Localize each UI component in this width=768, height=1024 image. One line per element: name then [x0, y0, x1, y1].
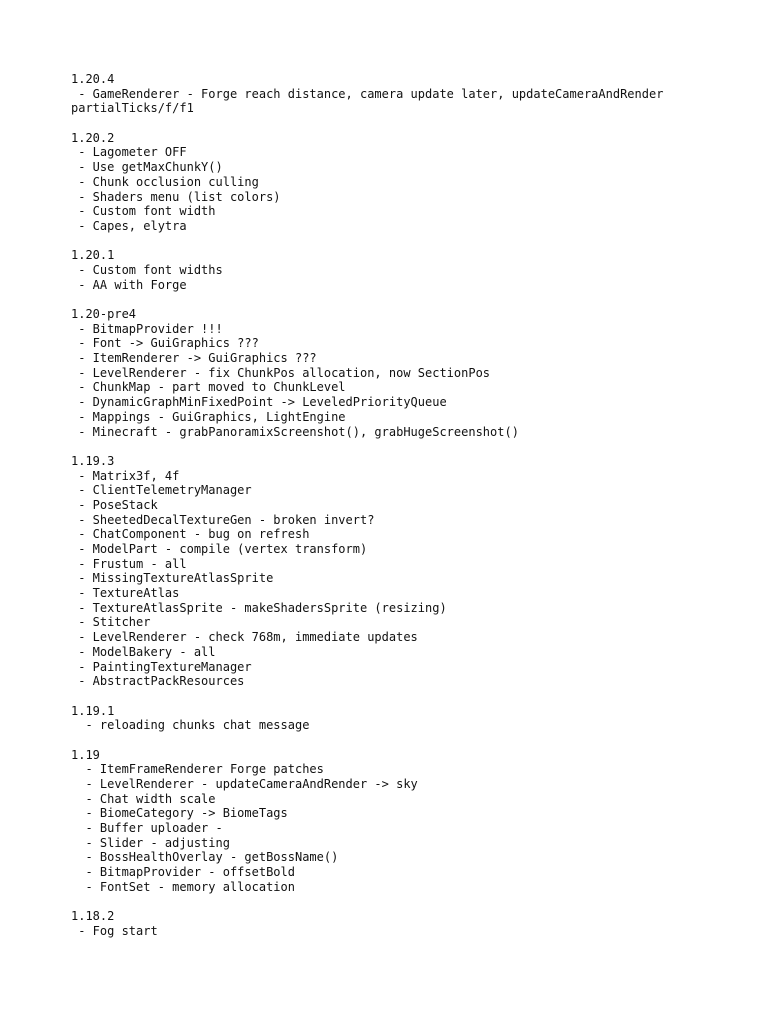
changelog-line: - Minecraft - grabPanoramixScreenshot(), grabHugeScreenshot() [71, 424, 519, 439]
changelog-line: - FontSet - memory allocation [71, 879, 295, 894]
changelog-line: - Use getMaxChunkY() [71, 160, 223, 175]
changelog-line: - Custom font width [71, 204, 216, 219]
changelog-line: - Stitcher [71, 615, 151, 630]
changelog-line: - BitmapProvider !!! [71, 321, 223, 336]
changelog-line: - ItemFrameRenderer Forge patches [71, 762, 324, 777]
changelog-line: - Shaders menu (list colors) [71, 189, 281, 204]
changelog-line: - Buffer uploader - [71, 821, 223, 836]
changelog-line: - Custom font widths [71, 262, 223, 277]
changelog-section [71, 704, 731, 733]
changelog-line: - Fog start [71, 923, 158, 938]
changelog-line: - Mappings - GuiGraphics, LightEngine [71, 409, 346, 424]
changelog-line: - MissingTextureAtlasSprite [71, 571, 274, 586]
changelog-line: - Font -> GuiGraphics ??? [71, 336, 259, 351]
changelog-section [71, 748, 731, 895]
changelog-line: - ModelPart - compile (vertex transform) [71, 542, 368, 556]
changelog-line: - ModelBakery - all [71, 644, 216, 659]
changelog-line: - GameRenderer - Forge reach distance, camera update later, updateCameraAndRender [71, 86, 664, 101]
changelog-line: - reloading chunks chat message [71, 718, 310, 733]
changelog-section [71, 909, 731, 938]
changelog-line: - Chunk occlusion culling [71, 174, 259, 189]
version-heading: 1.19.1 [71, 703, 115, 718]
changelog-line: - ClientTelemetryManager [71, 483, 252, 498]
version-heading: 1.20.4 [71, 72, 115, 86]
changelog-line: - BossHealthOverlay - getBossName() [71, 850, 339, 865]
changelog-line: - DynamicGraphMinFixedPoint -> LeveledPriorityQueue [71, 395, 447, 410]
changelog-line: - ChatComponent - bug on refresh [71, 527, 310, 542]
changelog-line: - LevelRenderer - check 768m, immediate updates [71, 630, 418, 645]
changelog-line: - TextureAtlas [71, 586, 180, 601]
version-heading: 1.18.2 [71, 909, 115, 924]
changelog-document [71, 72, 731, 953]
version-heading: 1.19 [71, 747, 100, 762]
changelog-line: - AA with Forge [71, 277, 187, 292]
changelog-line: - AbstractPackResources [71, 674, 245, 689]
version-heading: 1.19.3 [71, 453, 115, 468]
changelog-section [71, 307, 731, 439]
version-heading: 1.20-pre4 [71, 307, 137, 321]
changelog-line: - Capes, elytra [71, 218, 187, 233]
changelog-line: - BiomeCategory -> BiomeTags [71, 806, 288, 821]
changelog-line: - LevelRenderer - updateCameraAndRender -> sky [71, 777, 418, 791]
changelog-section [71, 72, 731, 116]
changelog-line: partialTicks/f/f1 [71, 101, 194, 116]
changelog-line: - Slider - adjusting [71, 835, 230, 850]
version-heading: 1.20.1 [71, 248, 115, 263]
changelog-line: - Chat width scale [71, 791, 216, 806]
changelog-line: - Lagometer OFF [71, 145, 187, 160]
changelog-line: - ItemRenderer -> GuiGraphics ??? [71, 351, 317, 366]
changelog-line: - TextureAtlasSprite - makeShadersSprite (resizing) [71, 600, 447, 615]
changelog-section [71, 248, 731, 292]
changelog-line: - LevelRenderer - fix ChunkPos allocation, now SectionPos [71, 365, 491, 380]
version-heading: 1.20.2 [71, 130, 115, 145]
changelog-section [71, 454, 731, 689]
changelog-section [71, 131, 731, 234]
changelog-line: - Frustum - all [71, 556, 187, 571]
changelog-line: - PoseStack [71, 497, 158, 512]
changelog-line: - Matrix3f, 4f [71, 468, 180, 483]
changelog-line: - PaintingTextureManager [71, 659, 252, 674]
changelog-line: - SheetedDecalTextureGen - broken invert? [71, 512, 375, 527]
changelog-line: - ChunkMap - part moved to ChunkLevel [71, 380, 346, 395]
changelog-line: - BitmapProvider - offsetBold [71, 865, 295, 880]
